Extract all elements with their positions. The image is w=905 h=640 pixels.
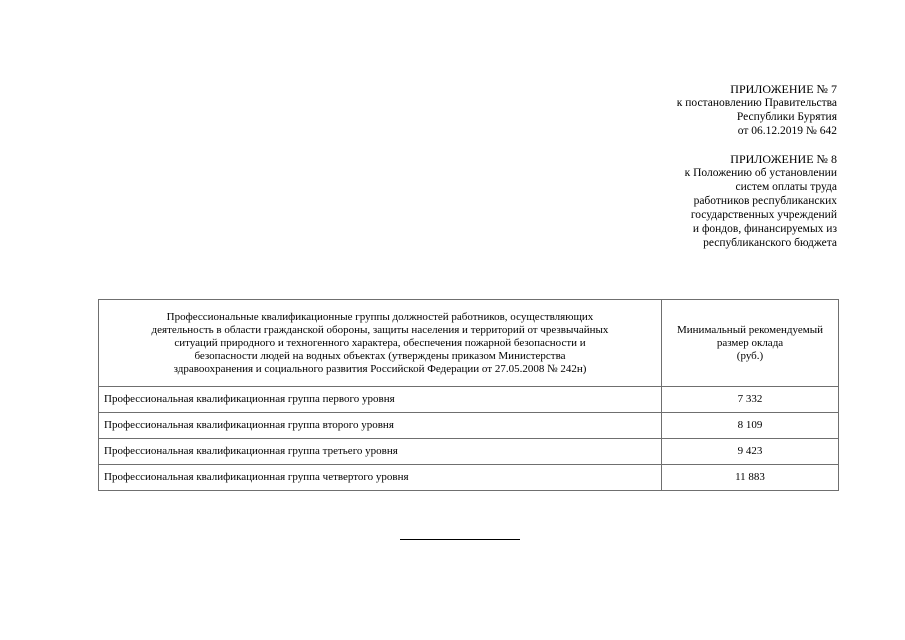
end-divider bbox=[400, 539, 520, 540]
salary-value-cell: 8 109 bbox=[662, 413, 839, 439]
appendix-8-line: государственных учреждений bbox=[690, 209, 837, 221]
table-row bbox=[99, 439, 839, 465]
group-name-cell: Профессиональная квалификационная группа четвертого уровня bbox=[99, 465, 662, 491]
table-row bbox=[99, 465, 839, 491]
appendix-7-header bbox=[677, 82, 837, 138]
appendix-8-header bbox=[685, 152, 837, 250]
table-row bbox=[99, 387, 839, 413]
appendix-7-title: ПРИЛОЖЕНИЕ № 7 bbox=[730, 82, 837, 96]
header-line: (руб.) bbox=[736, 349, 764, 362]
column-header-group bbox=[99, 300, 662, 387]
column-header-salary bbox=[662, 300, 839, 387]
appendix-7-line: к постановлению Правительства bbox=[676, 97, 837, 109]
appendix-8-line: работников республиканских bbox=[693, 195, 837, 207]
salary-value-cell: 7 332 bbox=[662, 387, 839, 413]
table-header-row bbox=[99, 300, 839, 387]
header-line: Профессиональные квалификационные группы должностей работников, осуществляющих bbox=[166, 310, 594, 323]
group-name-cell: Профессиональная квалификационная группа второго уровня bbox=[99, 413, 662, 439]
appendix-7-line: от 06.12.2019 № 642 bbox=[737, 125, 837, 137]
header-line: деятельность в области гражданской обороны, защиты населения и территорий от чрезвычайных bbox=[151, 323, 609, 336]
appendix-8-line: республиканского бюджета bbox=[703, 237, 837, 249]
appendix-8-line: и фондов, финансируемых из bbox=[692, 223, 837, 235]
salary-table bbox=[98, 299, 839, 491]
header-line: размер оклада bbox=[716, 336, 784, 349]
group-name-cell: Профессиональная квалификационная группа третьего уровня bbox=[99, 439, 662, 465]
salary-value-cell: 9 423 bbox=[662, 439, 839, 465]
appendix-8-title: ПРИЛОЖЕНИЕ № 8 bbox=[730, 152, 837, 166]
appendix-8-line: к Положению об установлении bbox=[684, 167, 837, 179]
group-name-cell: Профессиональная квалификационная группа первого уровня bbox=[99, 387, 662, 413]
header-line: здравоохранения и социального развития Российской Федерации от 27.05.2008 № 242н) bbox=[173, 362, 587, 375]
header-line: безопасности людей на водных объектах (утверждены приказом Министерства bbox=[194, 349, 566, 362]
header-line: ситуаций природного и техногенного характера, обеспечения пожарной безопасности и bbox=[174, 336, 586, 349]
table-row bbox=[99, 413, 839, 439]
salary-value-cell: 11 883 bbox=[662, 465, 839, 491]
appendix-8-line: систем оплаты труда bbox=[735, 181, 837, 193]
header-line: Минимальный рекомендуемый bbox=[677, 323, 823, 336]
appendix-7-line: Республики Бурятия bbox=[736, 111, 837, 123]
